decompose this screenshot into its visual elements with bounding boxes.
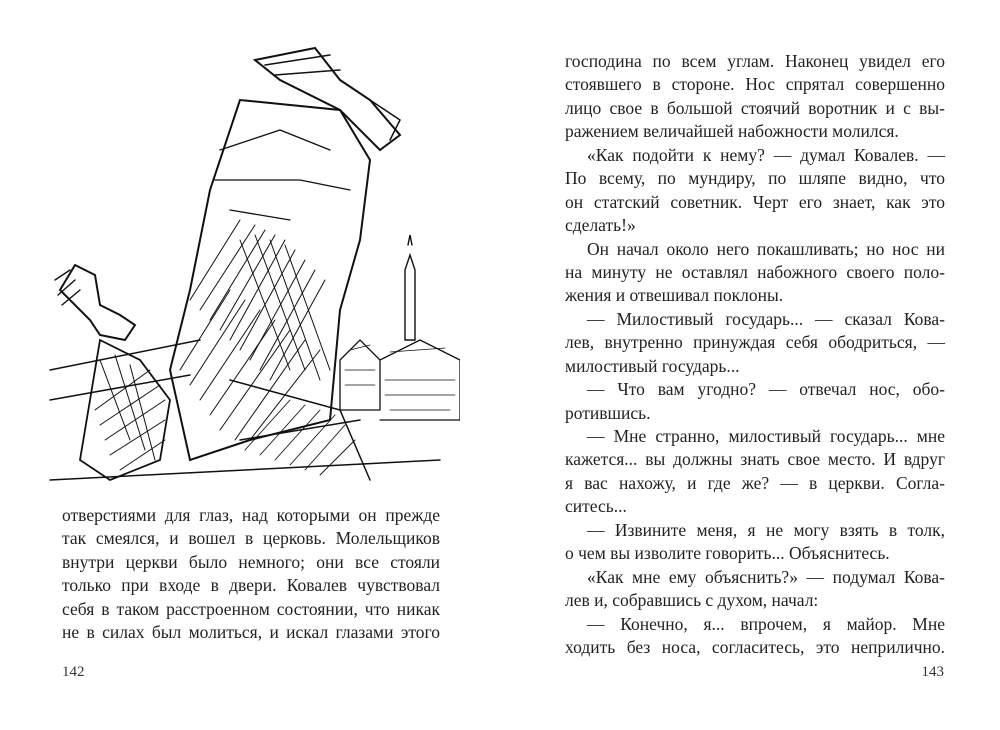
text-line: ражением величайшей набожности молился. (565, 121, 899, 142)
text-line: на минуту не оставлял набожного своего поло- (565, 261, 945, 282)
paragraph (565, 144, 945, 238)
text-line: — Конечно, я... впрочем, я майор. Мне (587, 613, 945, 634)
text-line: — Милостивый государь... — сказал Кова- (587, 308, 945, 329)
text-line: только при входе в двери. Ковалев чувствовал (62, 575, 440, 596)
paragraph (565, 238, 945, 308)
text-line: лицо свое в большой стоячий воротник и с вы- (565, 97, 945, 118)
text-line: По всему, по мундиру, по шляпе видно, что (565, 168, 945, 189)
paragraph (565, 519, 945, 566)
text-line: — Что вам угодно? — отвечал нос, обо- (587, 379, 945, 400)
page-number-left: 142 (62, 664, 85, 680)
text-line: сделать!» (565, 215, 636, 236)
text-line: кажется... вы должны знать свое место. И вдруг (565, 449, 945, 470)
text-line: ротившись. (565, 402, 651, 423)
text-line: «Как подойти к нему? — думал Ковалев. — (587, 144, 945, 165)
text-line: господина по всем углам. Наконец увидел его (565, 51, 945, 71)
text-line: о чем вы изволите говорить... Объяснитесь. (565, 543, 890, 564)
text-line: отверстиями для глаз, над которыми он прежде (62, 505, 440, 525)
paragraph (565, 566, 945, 613)
text-line: ситесь... (565, 496, 627, 517)
text-line: стоявшего в стороне. Нос спрятал совершенно (565, 74, 945, 95)
text-line: жения и отвешивал поклоны. (565, 285, 784, 306)
paragraph (565, 308, 945, 378)
paragraph (565, 50, 945, 144)
paragraph (565, 613, 945, 660)
paragraph (565, 425, 945, 519)
paragraph (565, 378, 945, 425)
text-line: себя в таком расстроенном состоянии, что никак (62, 598, 440, 619)
text-line: Он начал около него покашливать; но нос ни (587, 238, 945, 259)
text-line: лев, внутренно принуждая себя ободриться, — (565, 332, 945, 353)
text-line: он статский советник. Черт его знает, как это (565, 191, 945, 212)
text-line: внутри церкви было немного; они все стояли (62, 551, 440, 572)
text-line: «Как мне ему объяснить?» — подумал Кова- (587, 566, 945, 587)
text-line: милостивый государь... (565, 355, 740, 376)
text-line: лев и, собравшись с духом, начал: (565, 590, 819, 611)
left-page-text (62, 504, 440, 645)
text-line: так смеялся, и вошел в церковь. Молельщиков (62, 528, 440, 549)
text-line: не в силах был молиться, и искал глазами этого (62, 622, 440, 643)
text-line: — Мне странно, милостивый государь... мне (587, 426, 945, 446)
text-line: я вас нахожу, и где же? — в церкви. Согла- (565, 472, 945, 493)
text-line: ходить без носа, согласитесь, это неприлично. (565, 636, 945, 657)
text-line: — Извините меня, я не могу взять в толк, (587, 519, 945, 540)
page-number-right: 143 (921, 664, 944, 680)
right-page-text (565, 50, 945, 659)
illustration-nose-in-church (40, 40, 460, 500)
